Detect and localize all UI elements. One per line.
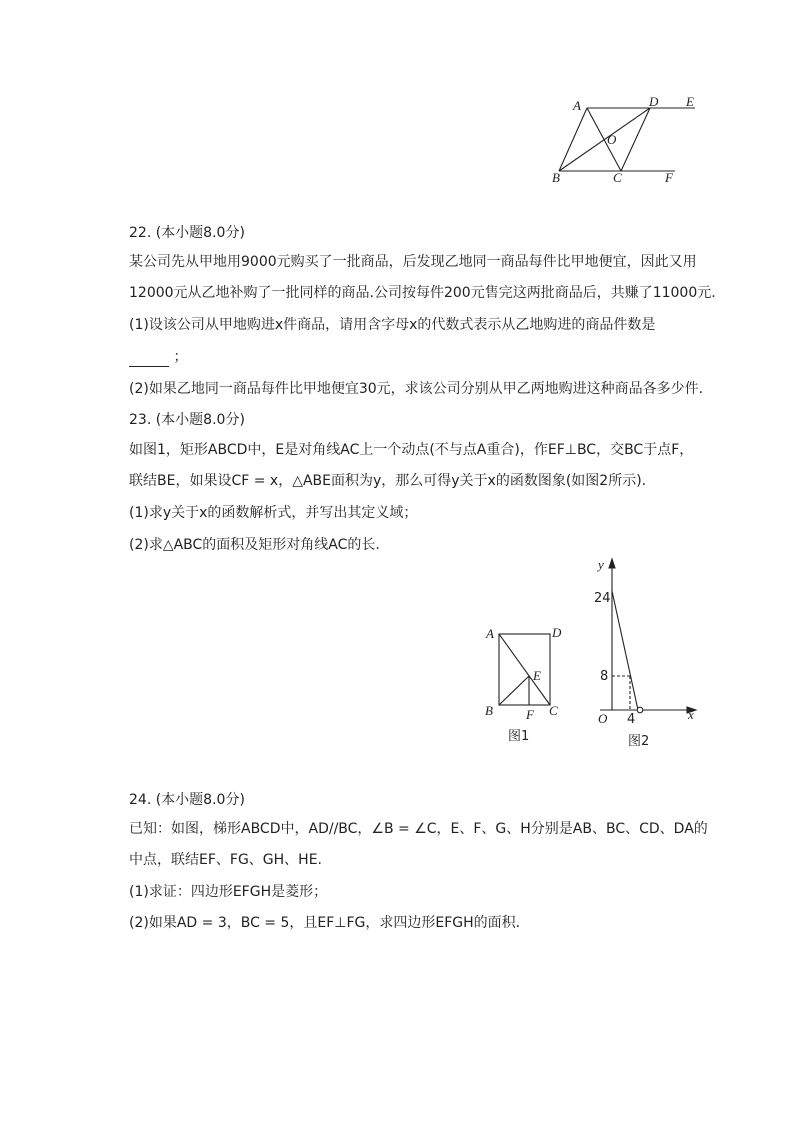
label-A: A	[573, 98, 581, 113]
q24-line2: 中点，联结EF、FG、GH、HE.	[129, 852, 322, 868]
label-O: O	[607, 132, 617, 147]
q22-line4	[129, 347, 187, 367]
q22-header: 22. (本小题8.0分)	[129, 225, 245, 241]
fig1-caption: 图1	[508, 729, 530, 744]
fig2-tick-4: 4	[627, 712, 636, 727]
q22-line3: (1)设该公司从甲地购进x件商品，请用含字母x的代数式表示从乙地购进的商品件数是	[129, 317, 656, 333]
q24-line3: (1)求证：四边形EFGH是菱形；	[129, 884, 328, 900]
q23-line2: 联结BE，如果设CF = x，△ABE面积为y，那么可得y关于x的函数图象(如图2所示).	[129, 473, 647, 489]
fig2-origin-label: O	[598, 711, 608, 726]
q24-line4: (2)如果AD = 3，BC = 5，且EF⊥FG，求四边形EFGH的面积.	[129, 915, 521, 931]
fig1-label-A: A	[486, 626, 494, 641]
fig1-label-E: E	[533, 668, 541, 683]
q23-line3: (1)求y关于x的函数解析式，并写出其定义域；	[129, 505, 418, 521]
fig2-caption: 图2	[628, 734, 650, 749]
q24-header: 24. (本小题8.0分)	[129, 792, 245, 808]
figure-2-graph	[590, 555, 705, 750]
q22-line1: 某公司先从甲地用9000元购买了一批商品，后发现乙地同一商品每件比甲地便宜，因此又用	[129, 254, 697, 270]
q23-header: 23. (本小题8.0分)	[129, 412, 245, 428]
fig1-label-C: C	[549, 703, 558, 718]
fig1-label-D: D	[552, 625, 562, 640]
fig1-label-F: F	[526, 707, 534, 722]
fig1-label-B: B	[485, 703, 493, 718]
q22-line4-tail: ；	[173, 349, 188, 365]
label-E: E	[686, 94, 694, 109]
label-F: F	[665, 170, 673, 185]
figure-parallelogram	[545, 92, 705, 187]
q24-line1: 已知：如图，梯形ABCD中，AD//BC，∠B = ∠C，E、F、G、H分别是AB、BC、CD、DA的	[129, 821, 708, 837]
q23-line4: (2)求△ABC的面积及矩形对角线AC的长.	[129, 537, 380, 553]
fig2-y-axis-label: y	[598, 557, 604, 572]
label-D: D	[649, 94, 659, 109]
q22-line2: 12000元从乙地补购了一批同样的商品.公司按每件200元售完这两批商品后，共赚了11000元.	[129, 285, 716, 301]
label-C: C	[613, 170, 622, 185]
q22-line5: (2)如果乙地同一商品每件比甲地便宜30元，求该公司分别从甲乙两地购进这种商品各多少件.	[129, 381, 704, 397]
fig2-x-axis-label: x	[688, 707, 694, 722]
q23-line1: 如图1，矩形ABCD中，E是对角线AC上一个动点(不与点A重合)，作EF⊥BC，交BC于点F，	[129, 442, 694, 458]
answer-blank	[129, 352, 169, 367]
label-B: B	[552, 170, 560, 185]
fig2-tick-8: 8	[600, 669, 609, 684]
fig2-tick-24: 24	[594, 591, 611, 606]
figure-1-rectangle	[482, 622, 572, 750]
